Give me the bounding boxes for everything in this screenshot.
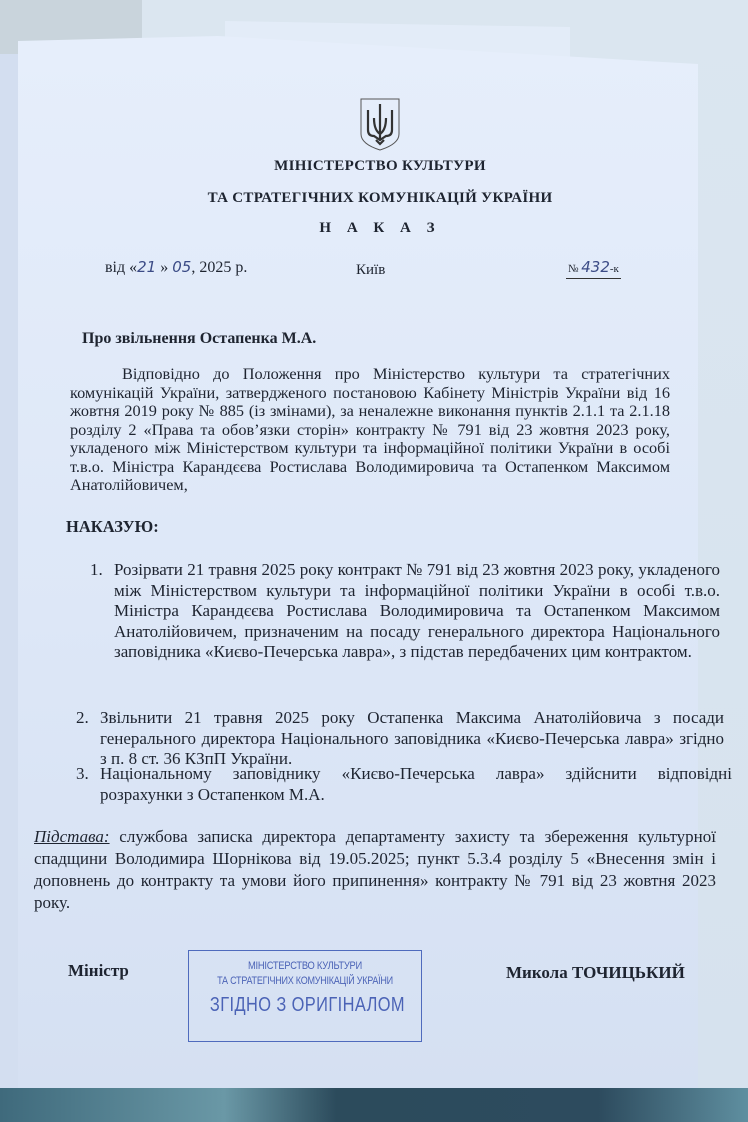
table-surface [0,1088,748,1122]
order-subject: Про звільнення Остапенка М.А. [82,330,317,347]
signature-title: Міністр [68,961,129,980]
number-prefix: № [568,263,582,275]
order-item [76,708,724,770]
order-item [90,560,720,663]
date-prefix: від « [105,259,138,276]
order-item-number: 1. [90,560,103,579]
order-item-text: Звільнити 21 травня 2025 року Остапенка Максима Анатолійовича з посади генерального директора Національного заповідника «Києво-Печерська лавра» згідно з п. 8 ст. 36 КЗпП України. [100,708,724,768]
document-type-title: Н А К А З [319,220,441,236]
signer-name: Микола ТОЧИЦЬКИЙ [506,963,685,982]
order-item-text: Розірвати 21 травня 2025 року контракт № 791 від 23 жовтня 2023 року, укладеного між Міністерством культури та інформаційної політики України в особі т.в.о. Міністра Карандєєва Ростислава Володимировича та Остапенком Максимом Анатолійовичем, призначеним на посаду генерального директора Національного заповідника «Києво-Печерська лавра», з підстав передбачених цим контрактом. [114,560,720,661]
orders-heading: НАКАЗУЮ: [66,517,159,536]
date-mid: » [156,259,173,276]
stamp-line2: ТА СТРАТЕГІЧНИХ КОМУНІКАЦІЙ УКРАЇНИ [217,975,393,987]
number-handwritten: 432 [581,258,610,276]
number-suffix: -к [609,263,619,275]
date-day-handwritten: 21 [137,258,157,276]
tryzub-coat-of-arms-icon [358,96,402,152]
date-month-handwritten: 05 [172,258,192,276]
order-date [105,258,247,277]
city: Київ [356,262,386,278]
ministry-name-line2: ТА СТРАТЕГІЧНИХ КОМУНІКАЦІЙ УКРАЇНИ [207,190,553,206]
basis-label: Підстава: [34,827,110,846]
sheet-edge [0,54,20,1094]
order-item [76,764,732,805]
order-item-text: Національному заповіднику «Києво-Печерська лавра» здійснити відповідні розрахунки з Остапенком М.А. [100,764,732,804]
date-suffix: , 2025 р. [191,259,248,276]
stamp-line3: ЗГІДНО З ОРИГІНАЛОМ [209,994,405,1016]
certified-copy-stamp [188,950,422,1042]
basis-text: службова записка директора департаменту захисту та збереження культурної спадщини Володимира Шорнікова від 19.05.2025; пункт 5.3.4 розділу 5 «Внесення змін і доповнень до контракту та умови його припинення» контракту № 791 від 23 жовтня 2023 року. [34,827,716,912]
ministry-name-line1: МІНІСТЕРСТВО КУЛЬТУРИ [274,158,486,174]
order-item-number: 3. [76,764,89,783]
order-item-number: 2. [76,708,89,727]
stamp-line1: МІНІСТЕРСТВО КУЛЬТУРИ [248,960,362,972]
preamble-paragraph: Відповідно до Положення про Міністерство культури та стратегічних комунікацій України, затвердженого постановою Кабінету Міністрів України від 16 жовтня 2019 року № 885 (із змінами), за неналежне виконання пунктів 2.1.1 та 2.1.18 розділу 2 «Права та обов’язки сторін» контракту № 791 від 23 жовтня 2023 року, укладеного між Міністерством культури та інформаційної політики України в особі т.в.о. Міністра Карандєєва Ростислава Володимировича та Остапенком Максимом Анатолійовичем, [70,364,670,494]
basis-paragraph [34,826,716,914]
order-number [566,258,621,279]
